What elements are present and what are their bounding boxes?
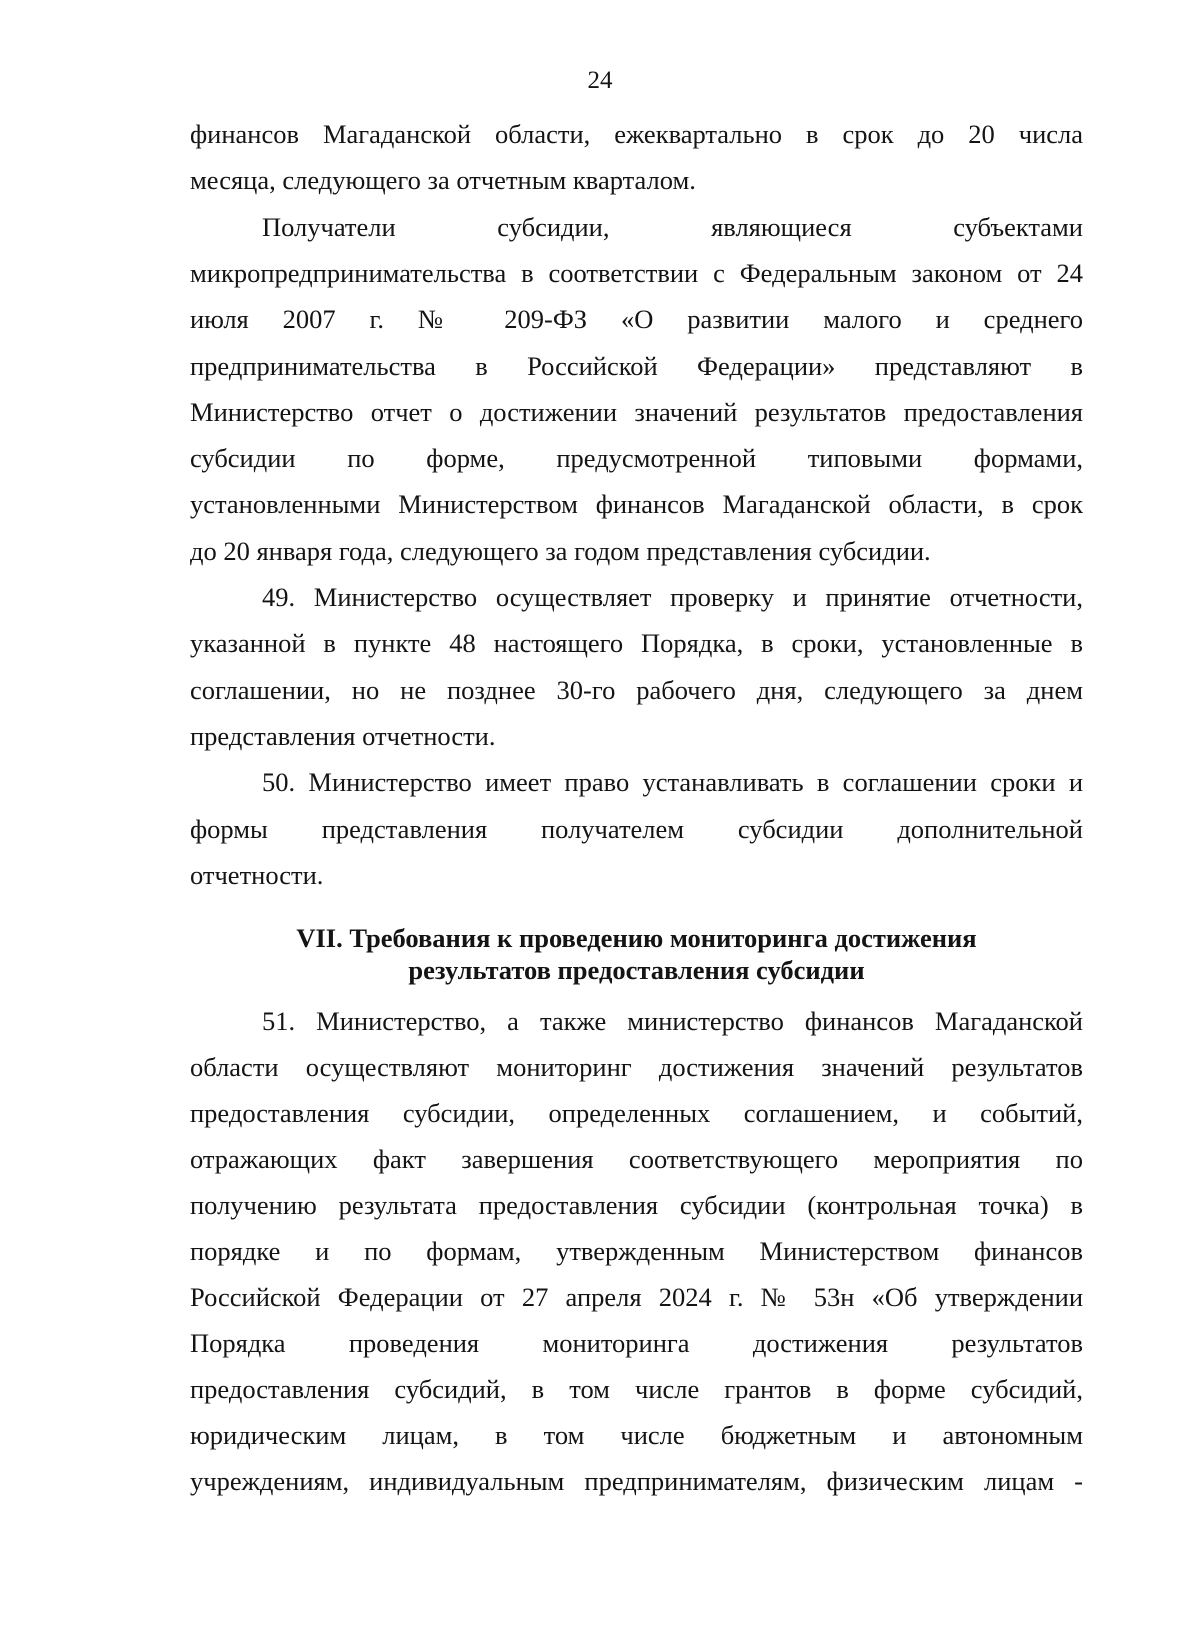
section-heading-line-1: VII. Требования к проведению мониторинга достижения bbox=[296, 923, 977, 953]
text-line: предоставления субсидии, определенных соглашением, и событий, bbox=[190, 1098, 1083, 1128]
text-line: месяца, следующего за отчетным кварталом. bbox=[190, 165, 696, 196]
text-line: 49. Министерство осуществляет проверку и принятие отчетности, bbox=[262, 582, 1083, 612]
text-line: микропредпринимательства в соответствии с Федеральным законом от 24 bbox=[190, 257, 1083, 288]
section-heading-line-2: результатов предоставления субсидии bbox=[408, 955, 865, 985]
text-line: порядке и по формам, утвержденным Министерством финансов bbox=[190, 1236, 1083, 1266]
text-line: учреждениям, индивидуальным предпринимателям, физическим лицам - bbox=[190, 1466, 1083, 1496]
text-line: формы представления получателем субсидии дополнительной bbox=[190, 813, 1083, 844]
text-line: субсидии по форме, предусмотренной типовыми формами, bbox=[190, 443, 1083, 474]
text-line: Российской Федерации от 27 апреля 2024 г. № 53н «Об утверждении bbox=[190, 1282, 1083, 1312]
text-line: 50. Министерство имеет право устанавливать в соглашении сроки и bbox=[262, 767, 1083, 798]
text-line: области осуществляют мониторинг достижения значений результатов bbox=[190, 1052, 1083, 1082]
text-line: июля 2007 г. № 209-ФЗ «О развитии малого и среднего bbox=[190, 304, 1083, 335]
text-line: предпринимательства в Российской Федерации» представляют в bbox=[190, 350, 1083, 381]
text-line: 51. Министерство, а также министерство финансов Магаданской bbox=[262, 1006, 1083, 1036]
text-line: соглашении, но не позднее 30-го рабочего дня, следующего за днем bbox=[190, 674, 1083, 705]
text-line: представления отчетности. bbox=[190, 720, 496, 751]
text-line: финансов Магаданской области, ежеквартально в срок до 20 числа bbox=[190, 119, 1083, 149]
text-line: юридическим лицам, в том числе бюджетным и автономным bbox=[190, 1420, 1083, 1450]
text-line: предоставления субсидий, в том числе грантов в форме субсидий, bbox=[190, 1374, 1083, 1404]
text-line: получению результата предоставления субсидии (контрольная точка) в bbox=[190, 1190, 1083, 1220]
text-line: Министерство отчет о достижении значений результатов предоставления bbox=[190, 396, 1083, 427]
text-line: отражающих факт завершения соответствующего мероприятия по bbox=[190, 1144, 1083, 1174]
text-line: Порядка проведения мониторинга достижения результатов bbox=[190, 1328, 1083, 1358]
text-line: установленными Министерством финансов Магаданской области, в срок bbox=[190, 489, 1083, 520]
page-number: 24 bbox=[587, 67, 613, 94]
text-line: указанной в пункте 48 настоящего Порядка, в сроки, установленные в bbox=[190, 628, 1083, 659]
text-line: до 20 января года, следующего за годом представления субсидии. bbox=[190, 535, 931, 566]
text-line: отчетности. bbox=[190, 859, 324, 890]
text-line: Получатели субсидии, являющиеся субъектами bbox=[262, 211, 1083, 242]
